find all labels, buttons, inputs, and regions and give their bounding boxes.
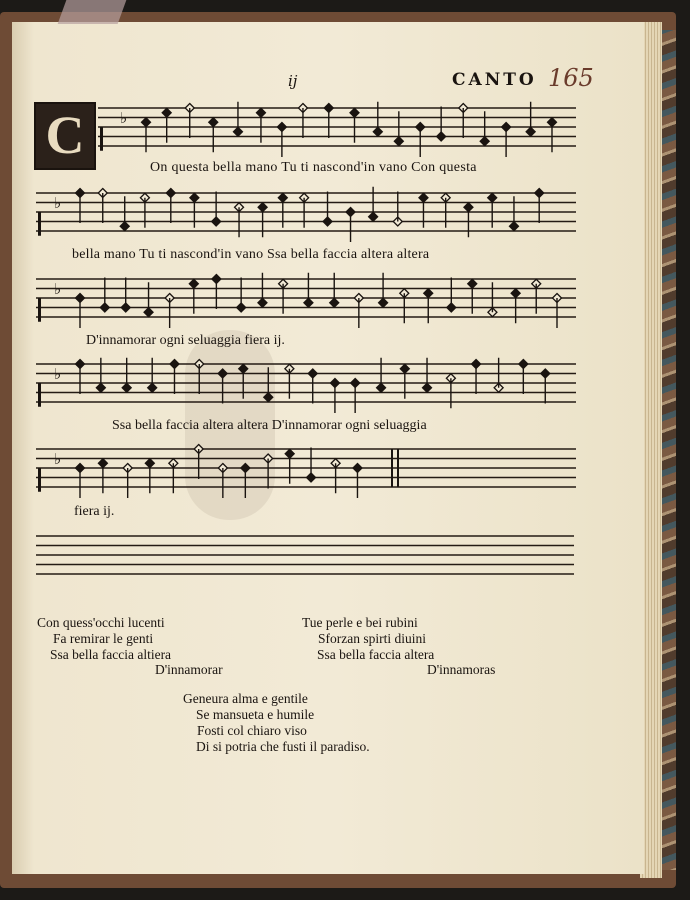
lyric-line-3: D'innamorar ogni seluaggia fiera ij. (86, 333, 285, 348)
clef-mark (38, 468, 41, 492)
clef-mark (100, 127, 103, 151)
flat-sign: ♭ (54, 365, 62, 384)
lyric-line-5: fiera ij. (74, 504, 115, 519)
decorated-initial: C (34, 102, 96, 170)
clef-mark (38, 383, 41, 407)
flat-sign: ♭ (120, 109, 128, 128)
lyric-line-4: Ssa bella faccia altera altera D'innamorar ogni seluaggia (112, 418, 427, 433)
verse-closing-1: Geneura alma e gentile (183, 691, 308, 706)
verse-closing-4: Di si potria che fusti il paradiso. (196, 739, 370, 754)
lyric-line-2: bella mano Tu ti nascond'in vano Ssa bella faccia altera altera (72, 247, 430, 262)
flat-sign: ♭ (54, 194, 62, 213)
verse-left-2: Fa remirar le genti (53, 631, 154, 646)
verse-right-1: Tue perle e bei rubini (302, 615, 418, 630)
folio-number: 165 (548, 64, 594, 92)
verse-right-4: D'innamoras (427, 662, 496, 677)
verse-closing-2: Se mansueta e humile (196, 707, 315, 722)
lyric-line-1: On questa bella mano Tu ti nascond'in vano Con questa (150, 160, 477, 175)
clef-mark (38, 298, 41, 322)
verse-left-3: Ssa bella faccia altiera (50, 647, 172, 662)
verse-right-2: Sforzan spirti diuini (318, 631, 426, 646)
page-signature: ij (288, 72, 298, 90)
flat-sign: ♭ (54, 450, 62, 469)
part-name: CANTO (452, 70, 537, 90)
verse-left-1: Con quess'occhi lucenti (37, 615, 165, 630)
verse-left-4: D'innamorar (155, 662, 223, 677)
flat-sign: ♭ (54, 280, 62, 299)
clef-mark (38, 212, 41, 236)
verse-closing-3: Fosti col chiaro viso (197, 723, 307, 738)
verse-right-3: Ssa bella faccia altera (317, 647, 435, 662)
